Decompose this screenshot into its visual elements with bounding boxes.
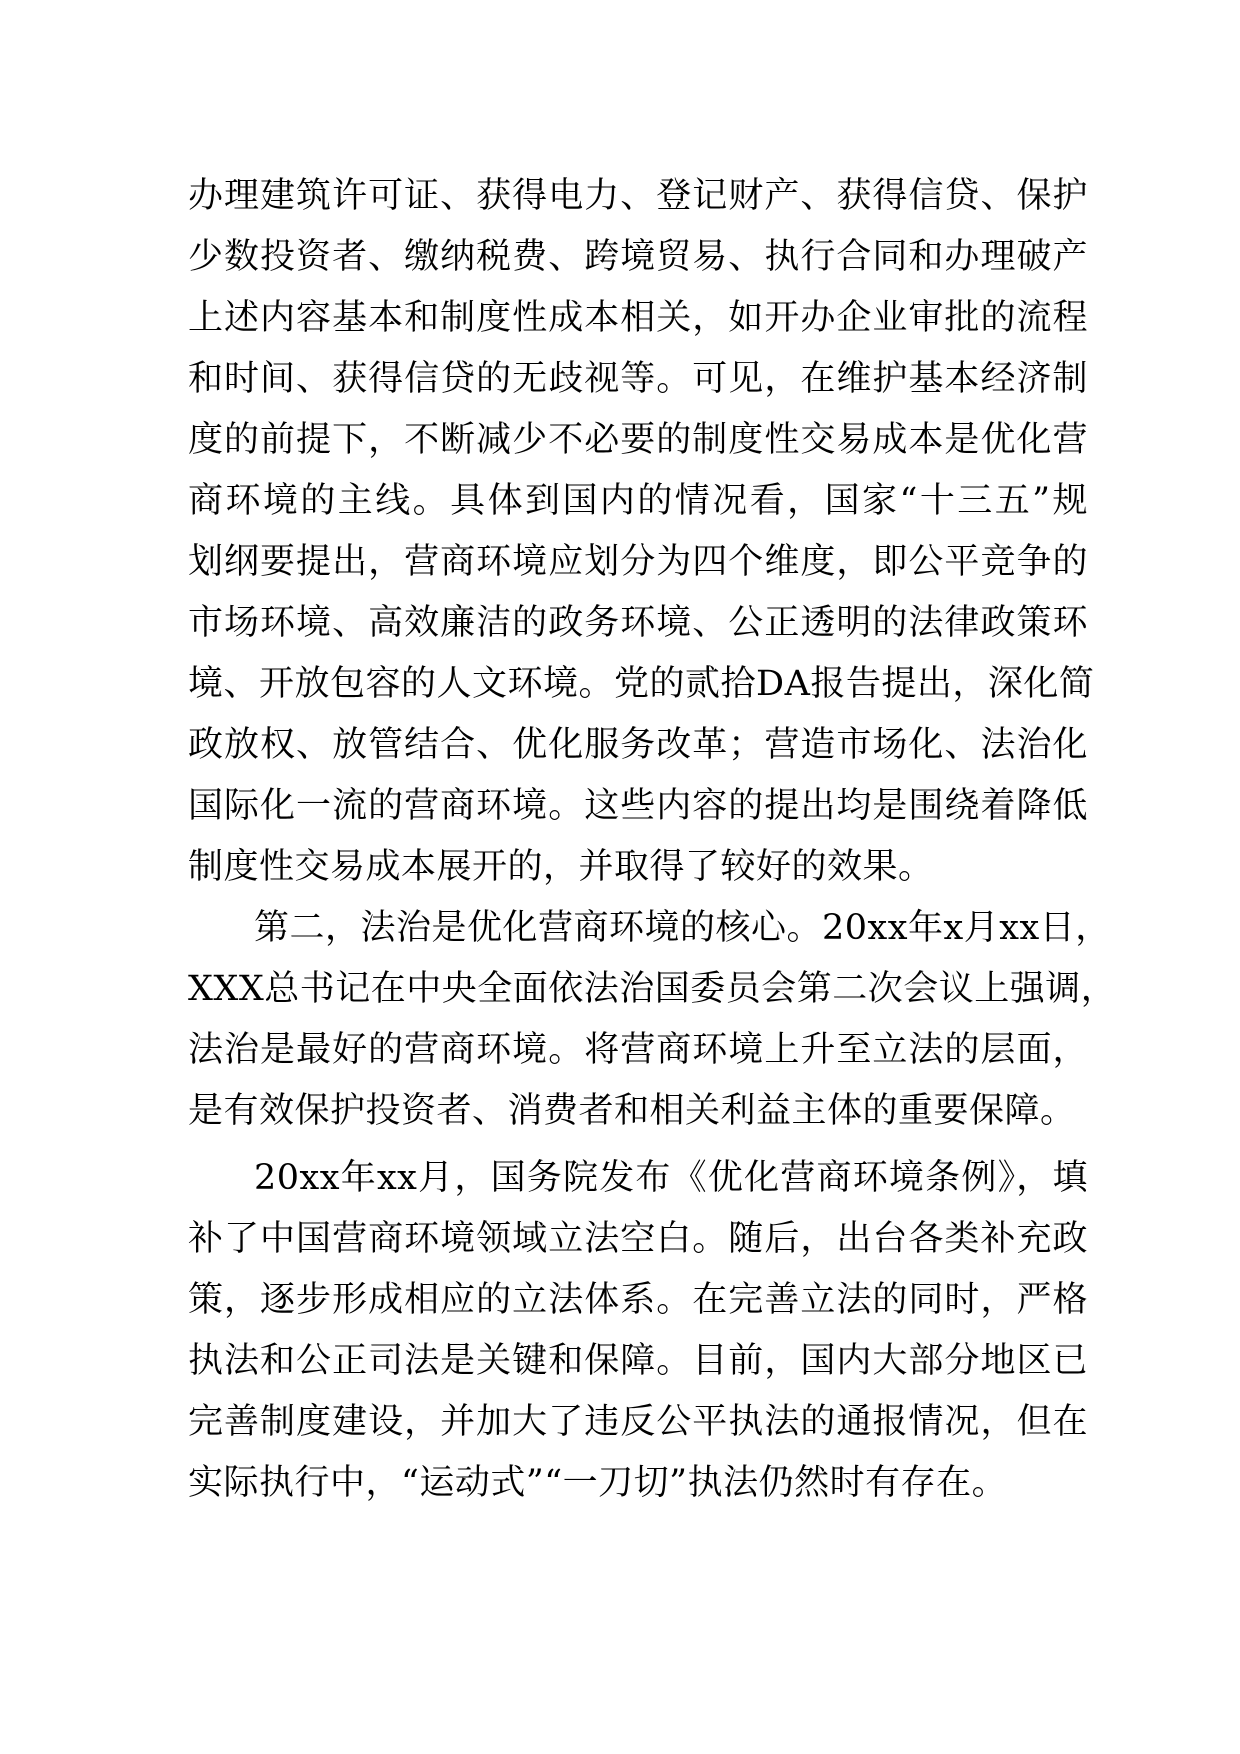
text-line: 法治是最好的营商环境。将营商环境上升至立法的层面，	[188, 1030, 1088, 1070]
text-line: 少数投资者、缴纳税费、跨境贸易、执行合同和办理破产	[188, 237, 1088, 277]
text-line: 20xx年xx月，国务院发布《优化营商环境条例》，填	[254, 1158, 1088, 1198]
text-line: 政放权、放管结合、优化服务改革；营造市场化、法治化	[188, 725, 1088, 765]
text-line: 境、开放包容的人文环境。党的贰拾DA报告提出，深化简	[188, 664, 1095, 704]
text-line: 市场环境、高效廉洁的政务环境、公正透明的法律政策环	[188, 603, 1088, 643]
paragraph-1	[188, 166, 1095, 898]
text-line: 是有效保护投资者、消费者和相关利益主体的重要保障。	[188, 1091, 1076, 1131]
paragraph-3	[188, 1148, 1088, 1514]
document-body	[188, 166, 1117, 1514]
text-line: 执法和公正司法是关键和保障。目前，国内大部分地区已	[188, 1341, 1088, 1381]
text-line: 实际执行中，“运动式”“一刀切”执法仍然时有存在。	[188, 1463, 1008, 1503]
text-line: 办理建筑许可证、获得电力、登记财产、获得信贷、保护	[188, 176, 1088, 216]
text-line: 和时间、获得信贷的无歧视等。可见，在维护基本经济制	[188, 359, 1088, 399]
paragraph-2	[188, 898, 1117, 1142]
text-line: 策，逐步形成相应的立法体系。在完善立法的同时，严格	[188, 1280, 1088, 1320]
text-line: 度的前提下，不断减少不必要的制度性交易成本是优化营	[188, 420, 1088, 460]
text-line: 划纲要提出，营商环境应划分为四个维度，即公平竞争的	[188, 542, 1088, 582]
text-line: 国际化一流的营商环境。这些内容的提出均是围绕着降低	[188, 786, 1088, 826]
text-line: XXX总书记在中央全面依法治国委员会第二次会议上强调，	[188, 969, 1117, 1009]
text-line: 制度性交易成本展开的，并取得了较好的效果。	[188, 847, 934, 887]
text-line: 完善制度建设，并加大了违反公平执法的通报情况，但在	[188, 1402, 1088, 1442]
text-line: 补了中国营商环境领域立法空白。随后，出台各类补充政	[188, 1219, 1088, 1259]
text-line: 第二，法治是优化营商环境的核心。20xx年x月xx日，	[254, 908, 1111, 948]
text-line: 上述内容基本和制度性成本相关，如开办企业审批的流程	[188, 298, 1088, 338]
text-line: 商环境的主线。具体到国内的情况看，国家“十三五”规	[188, 481, 1088, 521]
